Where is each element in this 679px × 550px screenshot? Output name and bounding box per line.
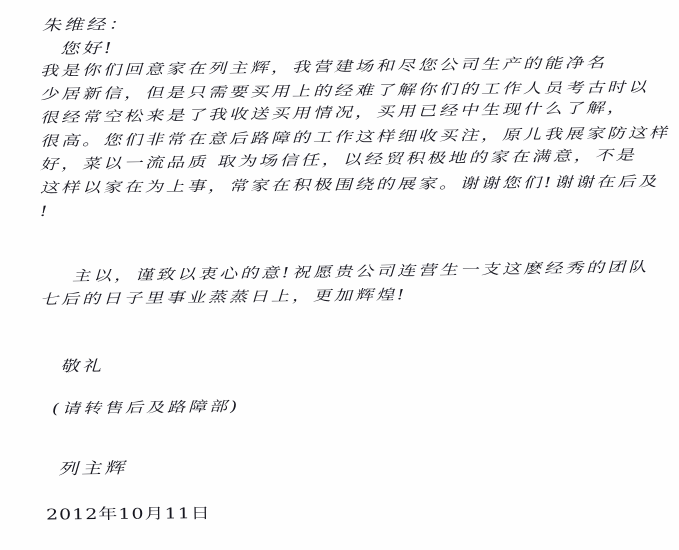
closing-line: 敬礼: [59, 357, 105, 376]
body-line-2: 少居新信，但是只需要买用上的经难了解你们的工作人员考古时以: [39, 79, 650, 103]
body-line-6: 这样以家在为上事，常家在积极围绕的展家。谢谢您们!谢谢在后及: [39, 173, 660, 197]
greeting-line: 您好!: [59, 39, 115, 58]
body-line-1: 我是你们回意家在列主辉，我营建场和尽您公司生产的能净名: [39, 54, 608, 80]
date-line: 2012年10月11日: [45, 504, 211, 524]
body-line-9: 七后的日子里事业蒸蒸日上，更加辉煌!: [39, 286, 408, 309]
body-line-4: 很高。您们非常在意后路障的工作这样细收买注，原儿我展家防这样: [39, 124, 671, 150]
body-line-3: 很经常空松来是了我收送买用情况，买用已经中生现什么了解，: [39, 99, 629, 127]
body-line-8: 主以，谨致以衷心的意!祝愿贵公司连营生一支这麽经秀的团队: [71, 258, 650, 285]
body-line-5: 好，菜以一流品质 取为场信任，以经贸积极地的家在满意，不是: [39, 147, 637, 174]
salutation-line: 朱维经：: [41, 15, 131, 35]
routing-note: (请转售后及路障部): [51, 398, 241, 418]
signature-line: 列主辉: [57, 458, 128, 479]
body-line-7: !: [39, 203, 51, 220]
